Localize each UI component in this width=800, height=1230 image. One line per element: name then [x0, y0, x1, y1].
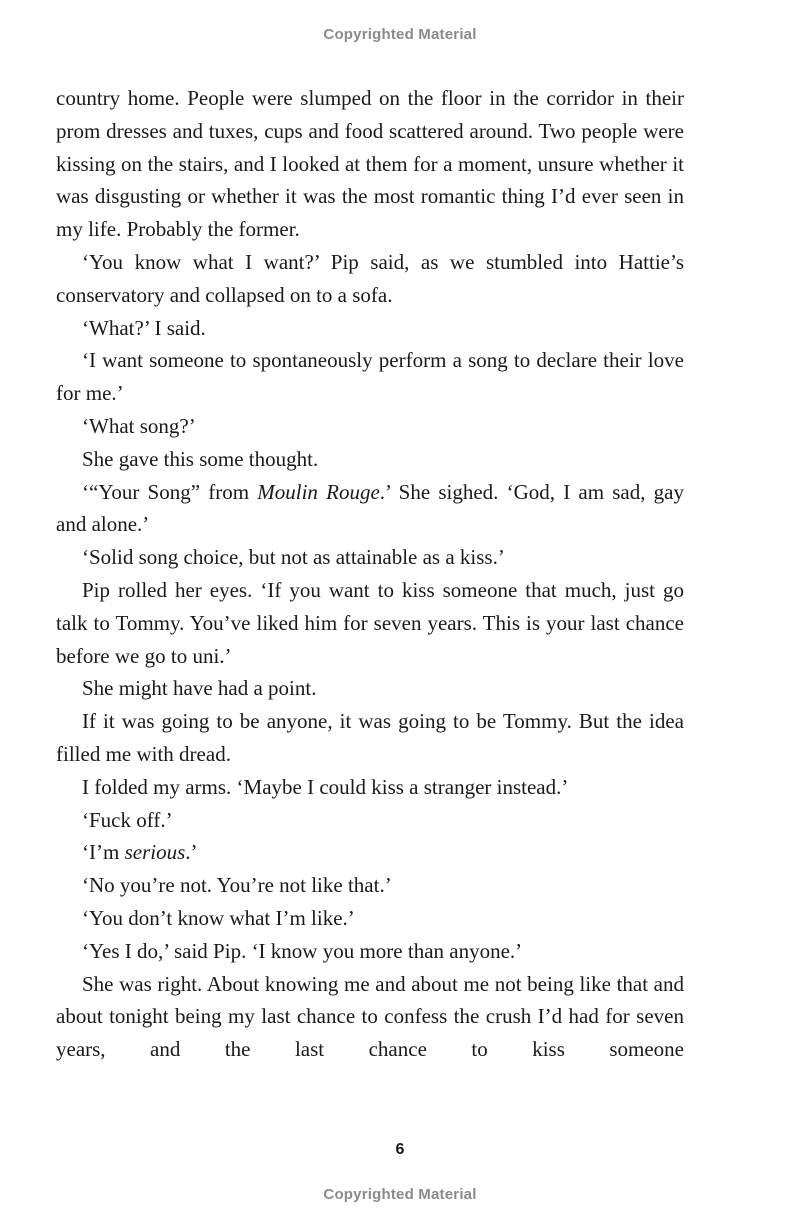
- paragraph: ‘What?’ I said.: [82, 315, 206, 340]
- copyright-watermark-bottom: Copyrighted Material: [323, 1186, 477, 1203]
- paragraph: Pip rolled her eyes. ‘If you want to kiss someone that much, just go talk to Tommy. You’ve liked him for seven years. This is your last chance before we go to uni.’: [56, 577, 684, 668]
- paragraph: I folded my arms. ‘Maybe I could kiss a stranger instead.’: [82, 774, 569, 799]
- page-number: 6: [395, 1141, 405, 1158]
- paragraph: ‘No you’re not. You’re not like that.’: [82, 873, 392, 898]
- page-body-text: [56, 82, 684, 1066]
- paragraph-text: .’: [185, 840, 198, 865]
- paragraph: She was right. About knowing me and about me not being like that and about tonight being my last chance to confess the crush I’d had for seven years, and the last chance to kiss someone: [56, 971, 684, 1062]
- paragraph-text: ‘I’m: [82, 840, 125, 865]
- italic-emphasis: serious: [124, 840, 186, 865]
- paragraph: ‘You don’t know what I’m like.’: [82, 905, 355, 930]
- paragraph: She gave this some thought.: [82, 446, 319, 471]
- paragraph: ‘What song?’: [82, 413, 196, 438]
- paragraph: If it was going to be anyone, it was going to be Tommy. But the idea filled me with dread.: [56, 709, 684, 766]
- paragraph: ‘Solid song choice, but not as attainable as a kiss.’: [82, 545, 505, 570]
- paragraph: ‘Yes I do,’ said Pip. ‘I know you more than anyone.’: [82, 938, 523, 963]
- paragraph: country home. People were slumped on the floor in the corridor in their prom dresses and tuxes, cups and food scattered around. Two people were kissing on the stairs, and I looked at them for a moment, unsure whether it was disgusting or whether it was the most romantic thing I’d ever seen in my life. Probably the former.: [56, 86, 684, 242]
- paragraph: [56, 836, 684, 869]
- copyright-watermark-top: Copyrighted Material: [323, 26, 477, 43]
- paragraph: [56, 476, 684, 542]
- paragraph-text: ‘“Your Song” from: [82, 479, 258, 504]
- paragraph: ‘You know what I want?’ Pip said, as we stumbled into Hattie’s conservatory and collapsed on to a sofa.: [56, 249, 684, 307]
- paragraph: ‘Fuck off.’: [82, 807, 173, 832]
- paragraph: ‘I want someone to spontaneously perform a song to declare their love for me.’: [56, 348, 684, 406]
- paragraph-text: .’ She sighed. ‘God, I am sad, gay and alone.’: [56, 479, 684, 537]
- italic-title: Moulin Rouge: [257, 479, 380, 504]
- paragraph: She might have had a point.: [82, 676, 317, 701]
